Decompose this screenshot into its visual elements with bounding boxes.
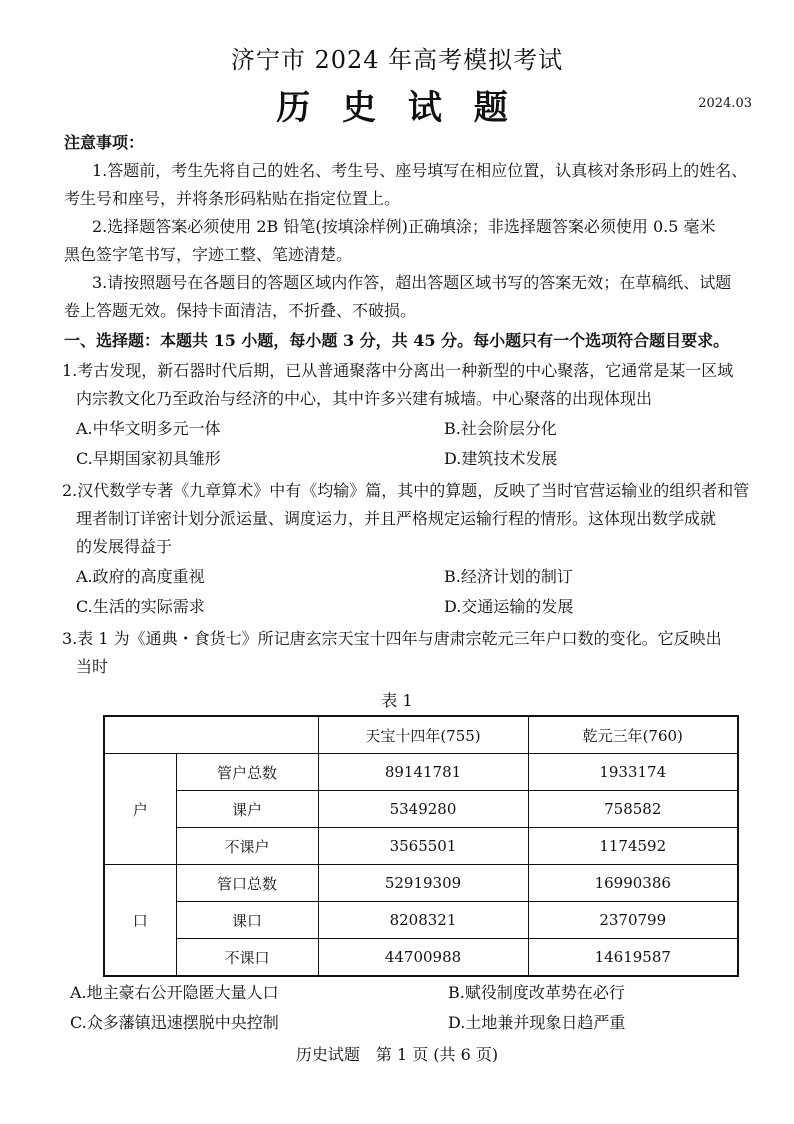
row-label: 课口: [176, 902, 318, 939]
table-row: [104, 939, 738, 977]
group-label: 口: [104, 865, 176, 977]
table-row: [104, 902, 738, 939]
row-label: 管户总数: [176, 754, 318, 791]
table-cell: 2370799: [528, 902, 738, 939]
q1-option-d: D.建筑技术发展: [444, 449, 558, 468]
q2-option-a: A.政府的高度重视: [76, 567, 205, 586]
q3-option-d: D.土地兼并现象日趋严重: [448, 1013, 626, 1032]
q3-option-c: C.众多藩镇迅速摆脱中央控制: [70, 1013, 279, 1032]
notes-heading: 注意事项：: [64, 133, 145, 152]
exam-date: 2024.03: [698, 96, 752, 111]
q3-option-b: B.赋役制度改革势在必行: [448, 983, 625, 1002]
column-header: 天宝十四年(755): [318, 716, 528, 754]
q1-option-a: A.中华文明多元一体: [76, 419, 221, 438]
q3-stem-line-1: 3.表 1 为《通典・食货七》所记唐玄宗天宝十四年与唐肃宗乾元三年户口数的变化。它反映出: [62, 629, 722, 648]
table-caption: 表 1: [381, 691, 413, 710]
q2-stem-line-1: 2.汉代数学专著《九章算术》中有《均输》篇，其中的算题，反映了当时官营运输业的组织者和管: [62, 481, 750, 500]
group-label: 户: [104, 754, 176, 865]
q2-option-d: D.交通运输的发展: [444, 597, 574, 616]
table-cell: 1174592: [528, 828, 738, 865]
table-cell: 8208321: [318, 902, 528, 939]
q1-option-c: C.早期国家初具雏形: [76, 449, 221, 468]
q2-option-b: B.经济计划的制订: [444, 567, 573, 586]
table-cell: 44700988: [318, 939, 528, 977]
note-3-line-2: 卷上答题无效。保持卡面清洁，不折叠、不破损。: [64, 301, 417, 320]
page-footer: 历史试题 第 1 页 (共 6 页): [295, 1045, 499, 1064]
note-1-line-2: 考生号和座号，并将条形码粘贴在指定位置上。: [64, 189, 401, 208]
q1-stem-line-1: 1.考古发现，新石器时代后期，已从普通聚落中分离出一种新型的中心聚落，它通常是某一区域: [62, 361, 734, 380]
household-population-table: [103, 715, 739, 977]
table-cell: 52919309: [318, 865, 528, 902]
q1-option-b: B.社会阶层分化: [444, 419, 557, 438]
note-3-line-1: 3.请按照题号在各题目的答题区域内作答，超出答题区域书写的答案无效；在草稿纸、试题: [92, 273, 732, 292]
table-cell: 3565501: [318, 828, 528, 865]
table-row: [104, 865, 738, 902]
column-header: 乾元三年(760): [528, 716, 738, 754]
note-1-line-1: 1.答题前，考生先将自己的姓名、考生号、座号填写在相应位置，认真核对条形码上的姓名、: [92, 161, 748, 180]
table-cell: 89141781: [318, 754, 528, 791]
row-label: 课户: [176, 791, 318, 828]
table-header-row: [104, 716, 738, 754]
q2-stem-line-3: 的发展得益于: [76, 537, 173, 556]
row-label: 不课户: [176, 828, 318, 865]
table-cell: 1933174: [528, 754, 738, 791]
note-2-line-1: 2.选择题答案必须使用 2B 铅笔(按填涂样例)正确填涂；非选择题答案必须使用 0.5 毫米: [92, 217, 716, 236]
table-cell: 16990386: [528, 865, 738, 902]
q2-stem-line-2: 理者制订详密计划分派运量、调度运力，并且严格规定运输行程的情形。这体现出数学成就: [76, 509, 717, 528]
subject-title: 历 史 试 题: [276, 88, 518, 128]
q2-option-c: C.生活的实际需求: [76, 597, 205, 616]
table-cell: 14619587: [528, 939, 738, 977]
table-row: [104, 828, 738, 865]
table-corner-cell: [104, 716, 318, 754]
row-label: 管口总数: [176, 865, 318, 902]
note-2-line-2: 黑色签字笔书写，字迹工整、笔迹清楚。: [64, 245, 353, 264]
table-row: [104, 754, 738, 791]
q3-option-a: A.地主豪右公开隐匿大量人口: [70, 983, 279, 1002]
row-label: 不课口: [176, 939, 318, 977]
q3-stem-line-2: 当时: [76, 657, 109, 676]
table-cell: 758582: [528, 791, 738, 828]
table-cell: 5349280: [318, 791, 528, 828]
section-heading: 一、选择题：本题共 15 小题，每小题 3 分，共 45 分。每小题只有一个选项符合题目要求。: [64, 331, 730, 350]
exam-title: 济宁市 2024 年高考模拟考试: [230, 46, 564, 74]
q1-stem-line-2: 内宗教文化乃至政治与经济的中心，其中许多兴建有城墙。中心聚落的出现体现出: [76, 389, 653, 408]
table-row: [104, 791, 738, 828]
